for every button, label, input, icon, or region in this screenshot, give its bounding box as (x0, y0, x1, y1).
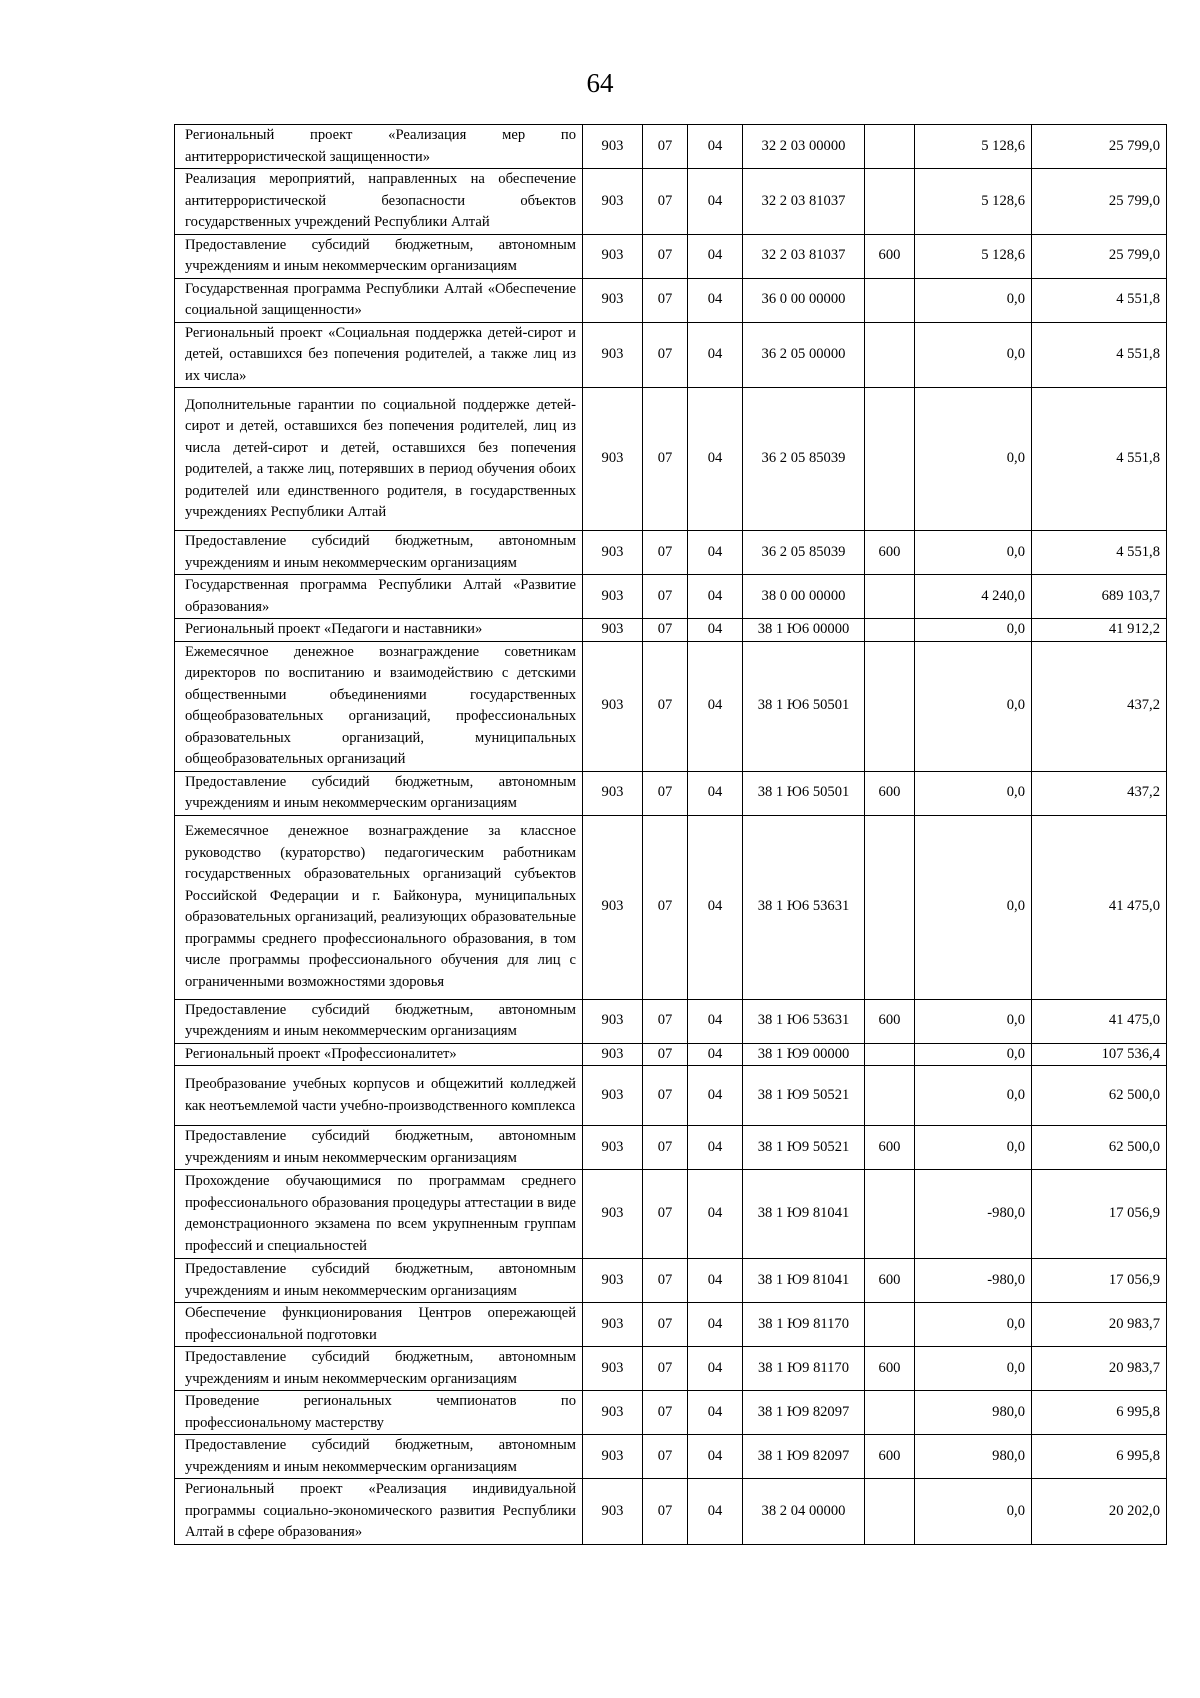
row-name-cell: Региональный проект «Социальная поддержка детей-сирот и детей, оставшихся без попечения родителей, а также лиц из их числа» (175, 322, 583, 388)
total-amount-cell: 25 799,0 (1032, 234, 1167, 278)
ministry-code-cell: 903 (583, 169, 643, 235)
target-article-cell: 38 1 Ю9 81041 (743, 1170, 865, 1259)
expense-type-cell (865, 1043, 915, 1066)
target-article-cell: 38 1 Ю9 81041 (743, 1259, 865, 1303)
table-row (175, 278, 1167, 322)
table-row (175, 169, 1167, 235)
change-amount-cell: 0,0 (915, 322, 1032, 388)
change-amount-cell: -980,0 (915, 1170, 1032, 1259)
table-row (175, 1435, 1167, 1479)
ministry-code-cell: 903 (583, 641, 643, 771)
row-name-cell: Преобразование учебных корпусов и общежитий колледжей как неотъемлемой части учебно-производственного комплекса (175, 1066, 583, 1126)
target-article-cell: 38 1 Ю6 00000 (743, 619, 865, 642)
change-amount-cell: 0,0 (915, 1043, 1032, 1066)
target-article-cell: 38 1 Ю6 50501 (743, 641, 865, 771)
change-amount-cell: 0,0 (915, 1347, 1032, 1391)
budget-table (174, 124, 1167, 1545)
section-code-cell: 07 (643, 1066, 688, 1126)
expense-type-cell: 600 (865, 1347, 915, 1391)
target-article-cell: 36 2 05 00000 (743, 322, 865, 388)
section-code-cell: 07 (643, 619, 688, 642)
expense-type-cell (865, 388, 915, 531)
total-amount-cell: 107 536,4 (1032, 1043, 1167, 1066)
section-code-cell: 07 (643, 1347, 688, 1391)
ministry-code-cell: 903 (583, 815, 643, 999)
change-amount-cell: 0,0 (915, 771, 1032, 815)
expense-type-cell (865, 125, 915, 169)
row-name-cell: Предоставление субсидий бюджетным, автономным учреждениям и иным некоммерческим организациям (175, 1259, 583, 1303)
total-amount-cell: 17 056,9 (1032, 1170, 1167, 1259)
target-article-cell: 38 1 Ю9 00000 (743, 1043, 865, 1066)
table-row (175, 619, 1167, 642)
section-code-cell: 07 (643, 1391, 688, 1435)
section-code-cell: 07 (643, 1435, 688, 1479)
section-code-cell: 07 (643, 1170, 688, 1259)
target-article-cell: 36 0 00 00000 (743, 278, 865, 322)
total-amount-cell: 17 056,9 (1032, 1259, 1167, 1303)
section-code-cell: 07 (643, 815, 688, 999)
change-amount-cell: 0,0 (915, 1066, 1032, 1126)
target-article-cell: 32 2 03 81037 (743, 234, 865, 278)
target-article-cell: 38 1 Ю6 50501 (743, 771, 865, 815)
total-amount-cell: 689 103,7 (1032, 575, 1167, 619)
total-amount-cell: 41 475,0 (1032, 815, 1167, 999)
ministry-code-cell: 903 (583, 1479, 643, 1545)
table-row (175, 1126, 1167, 1170)
target-article-cell: 36 2 05 85039 (743, 531, 865, 575)
table-row (175, 388, 1167, 531)
total-amount-cell: 4 551,8 (1032, 278, 1167, 322)
ministry-code-cell: 903 (583, 531, 643, 575)
expense-type-cell: 600 (865, 1435, 915, 1479)
expense-type-cell (865, 1391, 915, 1435)
change-amount-cell: 0,0 (915, 641, 1032, 771)
expense-type-cell: 600 (865, 234, 915, 278)
subsection-code-cell: 04 (688, 1066, 743, 1126)
row-name-cell: Обеспечение функционирования Центров опережающей профессиональной подготовки (175, 1303, 583, 1347)
table-row (175, 999, 1167, 1043)
ministry-code-cell: 903 (583, 1391, 643, 1435)
expense-type-cell (865, 619, 915, 642)
section-code-cell: 07 (643, 388, 688, 531)
table-row (175, 1066, 1167, 1126)
row-name-cell: Предоставление субсидий бюджетным, автономным учреждениям и иным некоммерческим организациям (175, 771, 583, 815)
subsection-code-cell: 04 (688, 278, 743, 322)
row-name-cell: Реализация мероприятий, направленных на обеспечение антитеррористической безопасности объектов государственных учреждений Республики Алтай (175, 169, 583, 235)
total-amount-cell: 20 983,7 (1032, 1347, 1167, 1391)
ministry-code-cell: 903 (583, 125, 643, 169)
ministry-code-cell: 903 (583, 999, 643, 1043)
ministry-code-cell: 903 (583, 234, 643, 278)
total-amount-cell: 4 551,8 (1032, 531, 1167, 575)
total-amount-cell: 41 475,0 (1032, 999, 1167, 1043)
change-amount-cell: 5 128,6 (915, 125, 1032, 169)
row-name-cell: Предоставление субсидий бюджетным, автономным учреждениям и иным некоммерческим организациям (175, 1347, 583, 1391)
subsection-code-cell: 04 (688, 531, 743, 575)
page-number: 64 (586, 68, 614, 98)
row-name-cell: Проведение региональных чемпионатов по профессиональному мастерству (175, 1391, 583, 1435)
subsection-code-cell: 04 (688, 771, 743, 815)
table-row (175, 322, 1167, 388)
row-name-cell: Дополнительные гарантии по социальной поддержке детей-сирот и детей, оставшихся без попечения родителей, лиц из числа детей-сирот и детей, оставшихся без попечения родителей, а также лиц, потерявших в период обучения обоих родителей или единственного родителя, в государственных учреждениях Республики Алтай (175, 388, 583, 531)
expense-type-cell: 600 (865, 771, 915, 815)
change-amount-cell: 0,0 (915, 531, 1032, 575)
subsection-code-cell: 04 (688, 169, 743, 235)
row-name-cell: Региональный проект «Педагоги и наставники» (175, 619, 583, 642)
expense-type-cell (865, 1479, 915, 1545)
table-row (175, 641, 1167, 771)
change-amount-cell: 0,0 (915, 815, 1032, 999)
ministry-code-cell: 903 (583, 1435, 643, 1479)
ministry-code-cell: 903 (583, 1347, 643, 1391)
change-amount-cell: 0,0 (915, 999, 1032, 1043)
table-row (175, 1391, 1167, 1435)
expense-type-cell (865, 1170, 915, 1259)
section-code-cell: 07 (643, 575, 688, 619)
row-name-cell: Государственная программа Республики Алтай «Развитие образования» (175, 575, 583, 619)
subsection-code-cell: 04 (688, 1479, 743, 1545)
section-code-cell: 07 (643, 1479, 688, 1545)
ministry-code-cell: 903 (583, 771, 643, 815)
expense-type-cell (865, 322, 915, 388)
subsection-code-cell: 04 (688, 1170, 743, 1259)
total-amount-cell: 437,2 (1032, 641, 1167, 771)
ministry-code-cell: 903 (583, 1170, 643, 1259)
total-amount-cell: 25 799,0 (1032, 125, 1167, 169)
change-amount-cell: 0,0 (915, 1303, 1032, 1347)
change-amount-cell: 0,0 (915, 619, 1032, 642)
row-name-cell: Предоставление субсидий бюджетным, автономным учреждениям и иным некоммерческим организациям (175, 531, 583, 575)
row-name-cell: Ежемесячное денежное вознаграждение советникам директоров по воспитанию и взаимодействию с детскими общественными объединениями государственных общеобразовательных организаций, профессиональных образовательных организаций, муниципальных общеобразовательных организаций (175, 641, 583, 771)
row-name-cell: Региональный проект «Реализация мер по антитеррористической защищенности» (175, 125, 583, 169)
total-amount-cell: 6 995,8 (1032, 1391, 1167, 1435)
target-article-cell: 38 1 Ю9 82097 (743, 1391, 865, 1435)
table-row (175, 575, 1167, 619)
section-code-cell: 07 (643, 322, 688, 388)
row-name-cell: Предоставление субсидий бюджетным, автономным учреждениям и иным некоммерческим организациям (175, 1126, 583, 1170)
table-row (175, 1259, 1167, 1303)
subsection-code-cell: 04 (688, 1259, 743, 1303)
ministry-code-cell: 903 (583, 1043, 643, 1066)
row-name-cell: Предоставление субсидий бюджетным, автономным учреждениям и иным некоммерческим организациям (175, 234, 583, 278)
change-amount-cell: 0,0 (915, 388, 1032, 531)
table-row (175, 1347, 1167, 1391)
section-code-cell: 07 (643, 771, 688, 815)
subsection-code-cell: 04 (688, 641, 743, 771)
subsection-code-cell: 04 (688, 999, 743, 1043)
target-article-cell: 38 1 Ю9 82097 (743, 1435, 865, 1479)
total-amount-cell: 6 995,8 (1032, 1435, 1167, 1479)
target-article-cell: 38 1 Ю9 81170 (743, 1347, 865, 1391)
row-name-cell: Государственная программа Республики Алтай «Обеспечение социальной защищенности» (175, 278, 583, 322)
table-row (175, 815, 1167, 999)
section-code-cell: 07 (643, 234, 688, 278)
subsection-code-cell: 04 (688, 815, 743, 999)
ministry-code-cell: 903 (583, 322, 643, 388)
row-name-cell: Региональный проект «Профессионалитет» (175, 1043, 583, 1066)
subsection-code-cell: 04 (688, 125, 743, 169)
expense-type-cell: 600 (865, 1126, 915, 1170)
table-row (175, 771, 1167, 815)
target-article-cell: 38 1 Ю9 50521 (743, 1066, 865, 1126)
change-amount-cell: 0,0 (915, 1126, 1032, 1170)
row-name-cell: Предоставление субсидий бюджетным, автономным учреждениям и иным некоммерческим организациям (175, 999, 583, 1043)
subsection-code-cell: 04 (688, 234, 743, 278)
change-amount-cell: -980,0 (915, 1259, 1032, 1303)
section-code-cell: 07 (643, 278, 688, 322)
total-amount-cell: 20 202,0 (1032, 1479, 1167, 1545)
total-amount-cell: 20 983,7 (1032, 1303, 1167, 1347)
section-code-cell: 07 (643, 531, 688, 575)
section-code-cell: 07 (643, 999, 688, 1043)
ministry-code-cell: 903 (583, 619, 643, 642)
subsection-code-cell: 04 (688, 1126, 743, 1170)
expense-type-cell: 600 (865, 1259, 915, 1303)
subsection-code-cell: 04 (688, 1391, 743, 1435)
target-article-cell: 38 1 Ю6 53631 (743, 815, 865, 999)
change-amount-cell: 980,0 (915, 1391, 1032, 1435)
expense-type-cell (865, 278, 915, 322)
subsection-code-cell: 04 (688, 1043, 743, 1066)
ministry-code-cell: 903 (583, 1126, 643, 1170)
total-amount-cell: 4 551,8 (1032, 388, 1167, 531)
change-amount-cell: 0,0 (915, 1479, 1032, 1545)
subsection-code-cell: 04 (688, 1347, 743, 1391)
table-row (175, 531, 1167, 575)
ministry-code-cell: 903 (583, 1259, 643, 1303)
table-row (175, 1170, 1167, 1259)
row-name-cell: Прохождение обучающимися по программам среднего профессионального образования процедуры аттестации в виде демонстрационного экзамена по всем укрупненным группам профессий и специальностей (175, 1170, 583, 1259)
ministry-code-cell: 903 (583, 1303, 643, 1347)
total-amount-cell: 4 551,8 (1032, 322, 1167, 388)
section-code-cell: 07 (643, 125, 688, 169)
total-amount-cell: 25 799,0 (1032, 169, 1167, 235)
table-row (175, 1303, 1167, 1347)
change-amount-cell: 5 128,6 (915, 234, 1032, 278)
target-article-cell: 38 1 Ю9 50521 (743, 1126, 865, 1170)
ministry-code-cell: 903 (583, 575, 643, 619)
subsection-code-cell: 04 (688, 619, 743, 642)
target-article-cell: 38 0 00 00000 (743, 575, 865, 619)
section-code-cell: 07 (643, 641, 688, 771)
section-code-cell: 07 (643, 1259, 688, 1303)
change-amount-cell: 4 240,0 (915, 575, 1032, 619)
table-row (175, 125, 1167, 169)
target-article-cell: 32 2 03 00000 (743, 125, 865, 169)
table-row (175, 234, 1167, 278)
target-article-cell: 38 1 Ю6 53631 (743, 999, 865, 1043)
ministry-code-cell: 903 (583, 388, 643, 531)
row-name-cell: Региональный проект «Реализация индивидуальной программы социально-экономического развития Республики Алтай в сфере образования» (175, 1479, 583, 1545)
expense-type-cell (865, 169, 915, 235)
target-article-cell: 38 2 04 00000 (743, 1479, 865, 1545)
table-row (175, 1043, 1167, 1066)
change-amount-cell: 5 128,6 (915, 169, 1032, 235)
expense-type-cell (865, 815, 915, 999)
total-amount-cell: 437,2 (1032, 771, 1167, 815)
target-article-cell: 36 2 05 85039 (743, 388, 865, 531)
total-amount-cell: 41 912,2 (1032, 619, 1167, 642)
subsection-code-cell: 04 (688, 1435, 743, 1479)
total-amount-cell: 62 500,0 (1032, 1126, 1167, 1170)
row-name-cell: Предоставление субсидий бюджетным, автономным учреждениям и иным некоммерческим организациям (175, 1435, 583, 1479)
change-amount-cell: 980,0 (915, 1435, 1032, 1479)
expense-type-cell: 600 (865, 999, 915, 1043)
subsection-code-cell: 04 (688, 1303, 743, 1347)
total-amount-cell: 62 500,0 (1032, 1066, 1167, 1126)
target-article-cell: 32 2 03 81037 (743, 169, 865, 235)
section-code-cell: 07 (643, 1126, 688, 1170)
expense-type-cell (865, 1303, 915, 1347)
change-amount-cell: 0,0 (915, 278, 1032, 322)
expense-type-cell: 600 (865, 531, 915, 575)
table-row (175, 1479, 1167, 1545)
row-name-cell: Ежемесячное денежное вознаграждение за классное руководство (кураторство) педагогическим работникам государственных образовательных организаций субъектов Российской Федерации и г. Байконура, муниципальных образовательных организаций, реализующих образовательные программы среднего профессионального образования, в том числе программы профессионального обучения для лиц с ограниченными возможностями здоровья (175, 815, 583, 999)
expense-type-cell (865, 1066, 915, 1126)
ministry-code-cell: 903 (583, 1066, 643, 1126)
section-code-cell: 07 (643, 169, 688, 235)
subsection-code-cell: 04 (688, 388, 743, 531)
section-code-cell: 07 (643, 1303, 688, 1347)
ministry-code-cell: 903 (583, 278, 643, 322)
expense-type-cell (865, 641, 915, 771)
target-article-cell: 38 1 Ю9 81170 (743, 1303, 865, 1347)
section-code-cell: 07 (643, 1043, 688, 1066)
subsection-code-cell: 04 (688, 575, 743, 619)
subsection-code-cell: 04 (688, 322, 743, 388)
expense-type-cell (865, 575, 915, 619)
